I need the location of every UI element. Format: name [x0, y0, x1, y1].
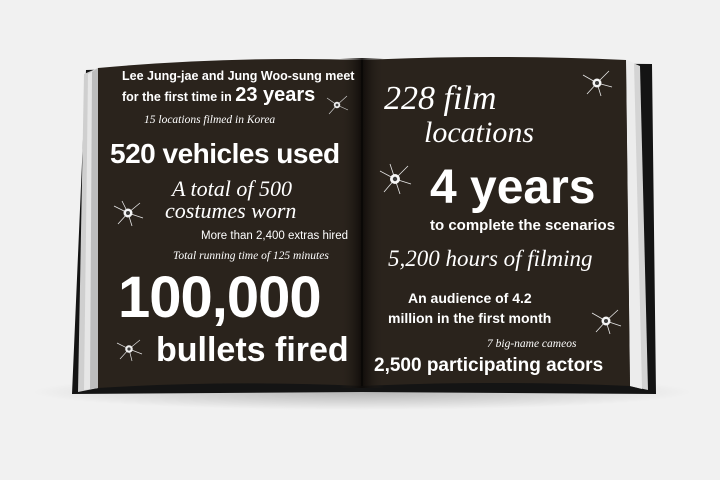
bullet-hole-icon [588, 306, 624, 336]
bullets-label: bullets fired [156, 331, 349, 369]
meet-line-2-prefix: for the first time in [122, 90, 232, 104]
locations-korea: 15 locations filmed in Korea [144, 114, 276, 126]
bullet-hole-icon [110, 198, 146, 228]
film-locations-line-2: locations [424, 116, 534, 149]
bullet-hole-icon [114, 336, 144, 362]
meet-years: 23 years [235, 84, 316, 106]
film-locations-line-1: 228 film [384, 80, 497, 117]
costumes-line-1: A total of 500 [172, 176, 292, 201]
scenarios: to complete the scenarios [430, 217, 616, 234]
cameos: 7 big-name cameos [487, 338, 577, 350]
audience-line-1: An audience of 4.2 [408, 290, 532, 306]
filming-hours: 5,200 hours of filming [388, 246, 593, 271]
participating-actors: 2,500 participating actors [374, 355, 604, 376]
running-time: Total running time of 125 minutes [173, 250, 329, 262]
bullet-hole-icon [376, 162, 414, 196]
bullets-number: 100,000 [118, 265, 321, 330]
meet-line-1: Lee Jung-jae and Jung Woo-sung meet [122, 69, 355, 83]
meet-line-2 [122, 84, 315, 107]
vehicles-used: 520 vehicles used [110, 138, 340, 169]
audience-line-2: million in the first month [388, 310, 552, 326]
bullet-hole-icon [580, 68, 614, 98]
bullet-hole-icon [324, 92, 350, 118]
costumes-line-2: costumes worn [165, 198, 297, 223]
extras-hired: More than 2,400 extras hired [201, 230, 349, 242]
years-number: 4 years [430, 161, 596, 214]
